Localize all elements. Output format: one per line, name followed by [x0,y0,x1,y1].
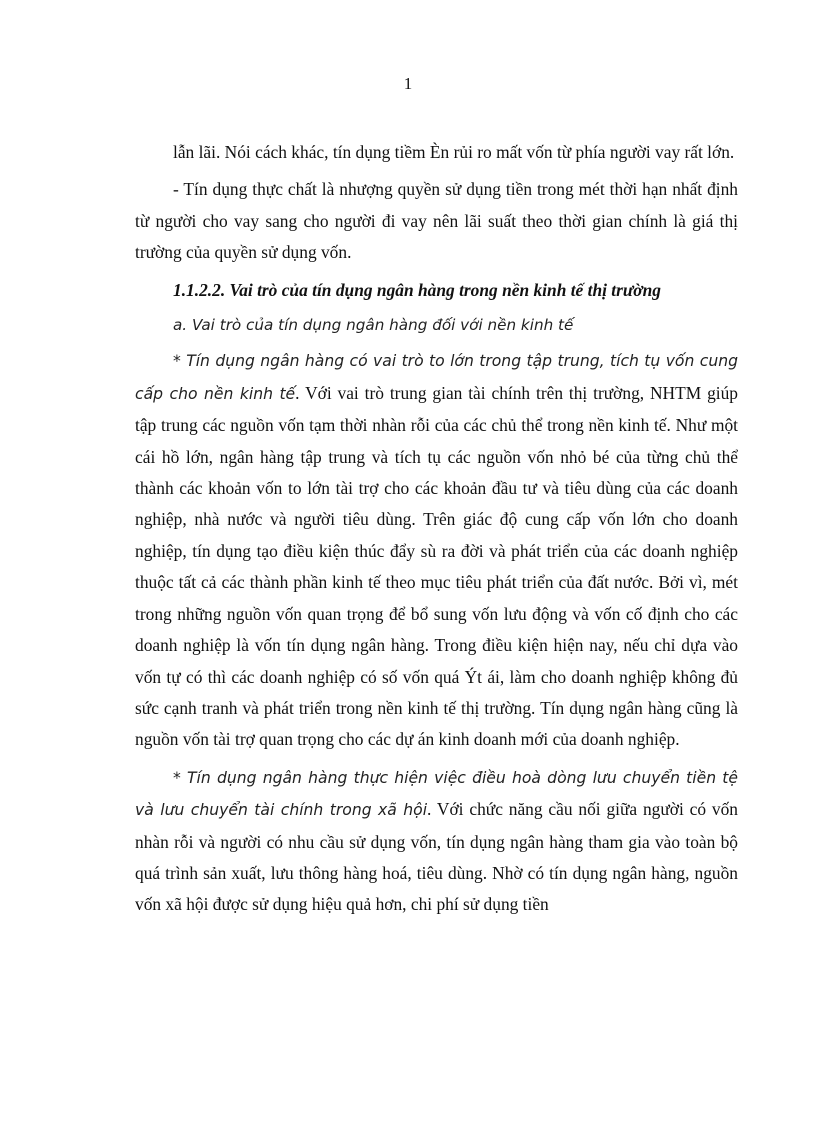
paragraph-text: - Tín dụng thực chất là nhượng quyền sử dụng tiền trong mét thời hạn nhất định từ người cho vay sang cho người đi vay nên lãi suất theo thời gian chính là giá thị trường của quyền sử dụng vốn. [135,179,738,263]
document-body [135,137,738,927]
page-number: 1 [403,74,413,93]
paragraph-text: lẫn lãi. Nói cách khác, tín dụng tiềm Èn rủi ro mất vốn từ phía người vay rất lớn. [173,142,735,162]
paragraph-credit-nature [135,174,738,268]
paragraph-continuation [135,137,738,168]
subsection-heading: a. Vai trò của tín dụng ngân hàng đối với nền kinh tế [173,316,574,335]
paragraph-lead: * Tín dụng ngân hàng có vai trò to lớn trong tập trung, tích tụ vốn cung cấp cho nền kinh tế [135,352,738,403]
paragraph-circulation-role [135,762,738,921]
paragraph-capital-role [135,345,738,755]
paragraph-text: . Với chức năng cầu nối giữa người có vốn nhàn rỗi và người có nhu cầu sử dụng vốn, tín dụng ngân hàng tham gia vào toàn bộ quá trình sản xuất, lưu thông hàng hoá, tiêu dùng. Nhờ có tín dụng ngân hàng, nguồn vốn xã hội được sử dụng hiệu quả hơn, chi phí sử dụng tiền [135,799,738,915]
section-heading: 1.1.2.2. Vai trò của tín dụng ngân hàng trong nền kinh tế thị trường [173,279,662,300]
paragraph-text: . Với vai trò trung gian tài chính trên thị trường, NHTM giúp tập trung các nguồn vốn tạm thời nhàn rỗi của các chủ thể trong nền kinh tế. Như một cái hồ lớn, ngân hàng tập trung và tích tụ các nguồn vốn nhỏ bé của từng chủ thể thành các khoản vốn to lớn tài trợ cho các khoản đầu tư và tiêu dùng của các doanh nghiệp, nhà nước và người tiêu dùng. Trên giác độ cung cấp vốn lớn cho doanh nghiệp, tín dụng tạo điều kiện thúc đẩy sù ra đời và phát triển của các doanh nghiệp thuộc tất cả các thành phần kinh tế theo mục tiêu phát triển của đất nước. Bởi vì, mét trong những nguồn vốn quan trọng để bổ sung vốn lưu động và vốn cố định cho các doanh nghiệp là vốn tín dụng ngân hàng. Trong điều kiện hiện nay, nếu chỉ dựa vào vốn tự có thì các doanh nghiệp có số vốn quá Ýt ái, làm cho doanh nghiệp không đủ sức cạnh tranh và phát triển trong nền kinh tế thị trường. Tín dụng ngân hàng cũng là nguồn vốn tài trợ quan trọng cho các dự án kinh doanh mới của doanh nghiệp. [135,382,738,750]
paragraph-lead: * Tín dụng ngân hàng thực hiện việc điều hoà dòng lưu chuyển tiền tệ và lưu chuyển tài chính trong xã hội [135,768,738,820]
